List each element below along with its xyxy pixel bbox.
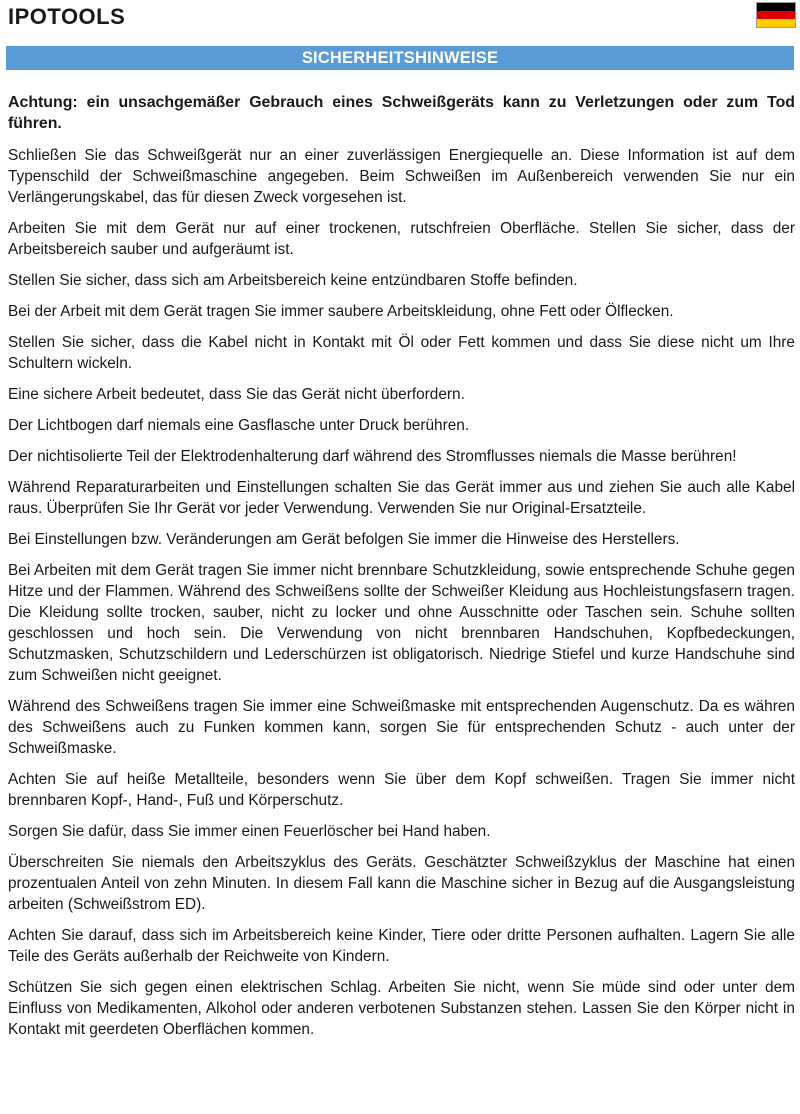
instruction-paragraph: Achten Sie darauf, dass sich im Arbeitsbereich keine Kinder, Tiere oder dritte Personen aufhalten. Lagern Sie alle Teile des Geräts außerhalb der Reichweite von Kindern. [8, 927, 795, 965]
instruction-paragraph: Der nichtisolierte Teil der Elektrodenhalterung darf während des Stromflusses niemals die Masse berühren! [8, 448, 737, 465]
brand-logo [8, 4, 125, 30]
instruction-paragraph: Achten Sie auf heiße Metallteile, besonders wenn Sie über dem Kopf schweißen. Tragen Sie immer nicht brennbaren Kopf-, Hand-, Fuß und Körperschutz. [8, 771, 795, 809]
logo-text-tools: TOOLS [47, 4, 126, 29]
safety-instructions [8, 92, 795, 1050]
instruction-paragraph: Stellen Sie sicher, dass sich am Arbeitsbereich keine entzündbaren Stoffe befinden. [8, 272, 578, 289]
logo-text-ipo: IPO [8, 4, 48, 29]
instruction-paragraph: Stellen Sie sicher, dass die Kabel nicht in Kontakt mit Öl oder Fett kommen und dass Sie diese nicht um Ihre Schultern wickeln. [8, 334, 795, 372]
instruction-paragraph: Arbeiten Sie mit dem Gerät nur auf einer trockenen, rutschfreien Oberfläche. Stellen Sie sicher, dass der Arbeitsbereich sauber und aufgeräumt ist. [8, 220, 795, 258]
instruction-paragraph: Während Reparaturarbeiten und Einstellungen schalten Sie das Gerät immer aus und ziehen Sie auch alle Kabel raus. Überprüfen Sie Ihr Gerät vor jeder Verwendung. Verwenden Sie nur Original-Ersatzteile. [8, 479, 795, 517]
instruction-paragraph: Bei der Arbeit mit dem Gerät tragen Sie immer saubere Arbeitskleidung, ohne Fett oder Ölflecken. [8, 303, 674, 320]
instruction-paragraph: Der Lichtbogen darf niemals eine Gasflasche unter Druck berühren. [8, 417, 470, 434]
instruction-paragraph: Überschreiten Sie niemals den Arbeitszyklus des Geräts. Geschätzter Schweißzyklus der Maschine hat einen prozentualen Anteil von zehn Minuten. In diesem Fall kann die Maschine sicher in Bezug auf die Ausgangsleistung arbeiten (Schweißstrom ED). [8, 854, 795, 913]
instruction-paragraph: Schützen Sie sich gegen einen elektrischen Schlag. Arbeiten Sie nicht, wenn Sie müde sind oder unter dem Einfluss von Medikamenten, Alkohol oder anderen verbotenen Substanzen stehen. Lassen Sie den Körper nicht in Kontakt mit geerdeten Oberflächen kommen. [8, 979, 795, 1038]
page-header [0, 0, 800, 40]
flag-stripe-gold [757, 19, 795, 27]
instruction-paragraph: Sorgen Sie dafür, dass Sie immer einen Feuerlöscher bei Hand haben. [8, 823, 491, 840]
flag-stripe-black [757, 3, 795, 11]
instruction-paragraph: Bei Einstellungen bzw. Veränderungen am Gerät befolgen Sie immer die Hinweise des Herstellers. [8, 531, 680, 548]
instruction-paragraph: Eine sichere Arbeit bedeutet, dass Sie das Gerät nicht überfordern. [8, 386, 465, 403]
instruction-paragraph: Schließen Sie das Schweißgerät nur an einer zuverlässigen Energiequelle an. Diese Information ist auf dem Typenschild der Schweißmaschine angegeben. Beim Schweißen im Außenbereich verwenden Sie nur ein Verlängerungskabel, das für diesen Zweck vorgesehen ist. [8, 147, 795, 206]
instruction-paragraph: Während des Schweißens tragen Sie immer eine Schweißmaske mit entsprechenden Augenschutz. Da es währen des Schweißens auch zu Funken kommen kann, sorgen Sie für entsprechenden Schutz - auch unter der Schweißmaske. [8, 698, 795, 757]
flag-stripe-red [757, 11, 795, 19]
warning-paragraph: Achtung: ein unsachgemäßer Gebrauch eines Schweißgeräts kann zu Verletzungen oder zum Tod führen. [8, 94, 795, 132]
section-title-banner: SICHERHEITSHINWEISE [6, 46, 794, 70]
instruction-paragraph: Bei Arbeiten mit dem Gerät tragen Sie immer nicht brennbare Schutzkleidung, sowie entsprechende Schuhe gegen Hitze und der Flammen. Während des Schweißens sollte der Schweißer Kleidung aus Hochleistungsfasern tragen. Die Kleidung sollte trocken, sauber, nicht zu locker und ohne Ausschnitte oder Taschen sein. Schuhe sollten geschlossen und hoch sein. Die Verwendung von nicht brennbaren Handschuhen, Kopfbedeckungen, Schutzmasken, Schutzschildern und Lederschürzen ist obligatorisch. Niedrige Stiefel und kurze Handschuhe sind zum Schweißen nicht geeignet. [8, 562, 795, 684]
german-flag-icon[interactable] [756, 2, 796, 28]
